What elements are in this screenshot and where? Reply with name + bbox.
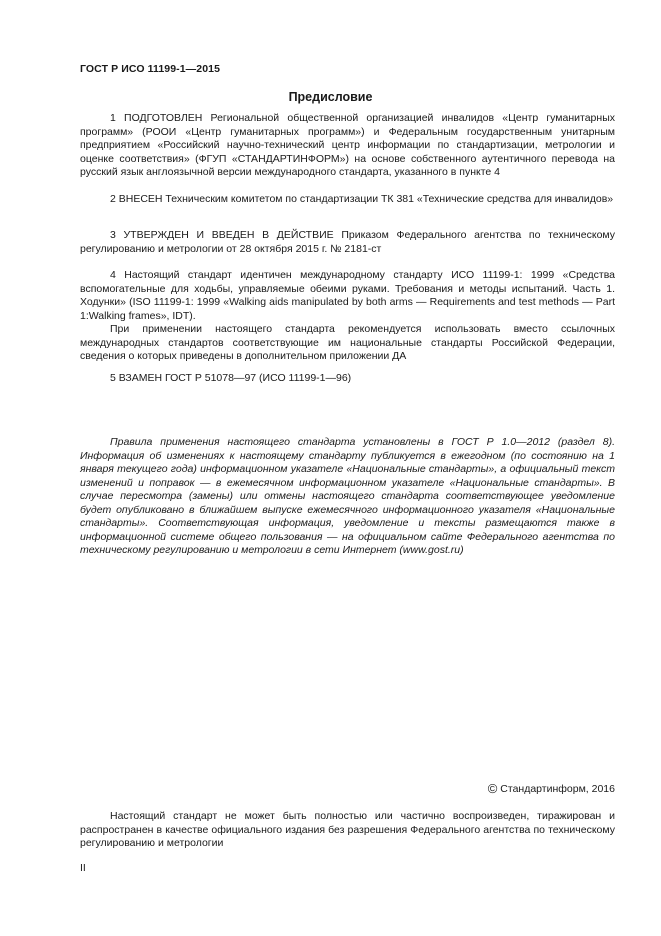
application-rules-notice (80, 436, 615, 558)
page-title: Предисловие (288, 90, 373, 104)
item-4-text: 4 Настоящий стандарт идентичен международному стандарту ИСО 11199-1: 1999 «Средства вспомогательные для ходьбы, управляемые обеими руками. Требования и методы испытаний. Часть 1. Ходунки» (ISO 11199-1: 1999 «Walking aids manipulated by both arms — Requirements and test methods — Part 1:Walking frames», IDT). (80, 269, 615, 322)
item-2-introduced-by (80, 193, 615, 207)
copyright-text: Стандартинформ, 2016 (500, 783, 615, 795)
item-1-text: 1 ПОДГОТОВЛЕН Региональной общественной организацией инвалидов «Центр гуманитарных программ» (РООИ «Центр гуманитарных программ») и Федеральным государственным унитарным предприятием «Российский научно-технический центр информации по стандартизации, метрологии и оценке соответствия» (ФГУП «СТАНДАРТИНФОРМ») на основе собственного аутентичного перевода на русский язык англоязычной версии международного стандарта, указанного в пункте 4 (80, 112, 615, 178)
page-number: II (80, 862, 86, 874)
application-rules-text: Правила применения настоящего стандарта установлены в ГОСТ Р 1.0—2012 (раздел 8). Информация об изменениях к настоящему стандарту публикуется в ежегодном (по состоянию на 1 января текущего года) информационном указателе «Национальные стандарты», а официальный текст изменений и поправок — в ежемесячном информационном указателе «Национальные стандарты». В случае пересмотра (замены) или отмены настоящего стандарта соответствующее уведомление будет опубликовано в ближайшем выпуске ежемесячного информационного указателя «Национальные стандарты». Соответствующая информация, уведомление и тексты размещаются также в информационной системе общего пользования — на официальном сайте Федерального агентства по техническому регулированию и метрологии в сети Интернет (www.gost.ru) (80, 436, 615, 556)
reproduction-notice (80, 810, 615, 851)
item-1-prepared-by (80, 112, 615, 180)
item-4-identity (80, 269, 615, 364)
item-5-text: 5 ВЗАМЕН ГОСТ Р 51078—97 (ИСО 11199-1—96) (110, 372, 352, 384)
reproduction-notice-text: Настоящий стандарт не может быть полностью или частично воспроизведен, тиражирован и распространен в качестве официального издания без разрешения Федерального агентства по техническому регулированию и метрологии (80, 810, 615, 849)
copyright-line (455, 781, 615, 796)
item-2-text: 2 ВНЕСЕН Техническим комитетом по стандартизации ТК 381 «Технические средства для инвалидов» (110, 193, 614, 205)
document-code-header: ГОСТ Р ИСО 11199-1—2015 (80, 63, 221, 75)
item-5-replaces (80, 372, 615, 386)
item-3-text: 3 УТВЕРЖДЕН И ВВЕДЕН В ДЕЙСТВИЕ Приказом Федерального агентства по техническому регулированию и метрологии от 28 октября 2015 г. № 2181-ст (80, 229, 615, 255)
copyright-icon: © (487, 781, 498, 796)
item-3-approved (80, 229, 615, 256)
item-4-application-note: При применении настоящего стандарта рекомендуется использовать вместо ссылочных международных стандартов соответствующие им национальные стандарты Российской Федерации, сведения о которых приведены в дополнительном приложении ДА (80, 323, 615, 362)
